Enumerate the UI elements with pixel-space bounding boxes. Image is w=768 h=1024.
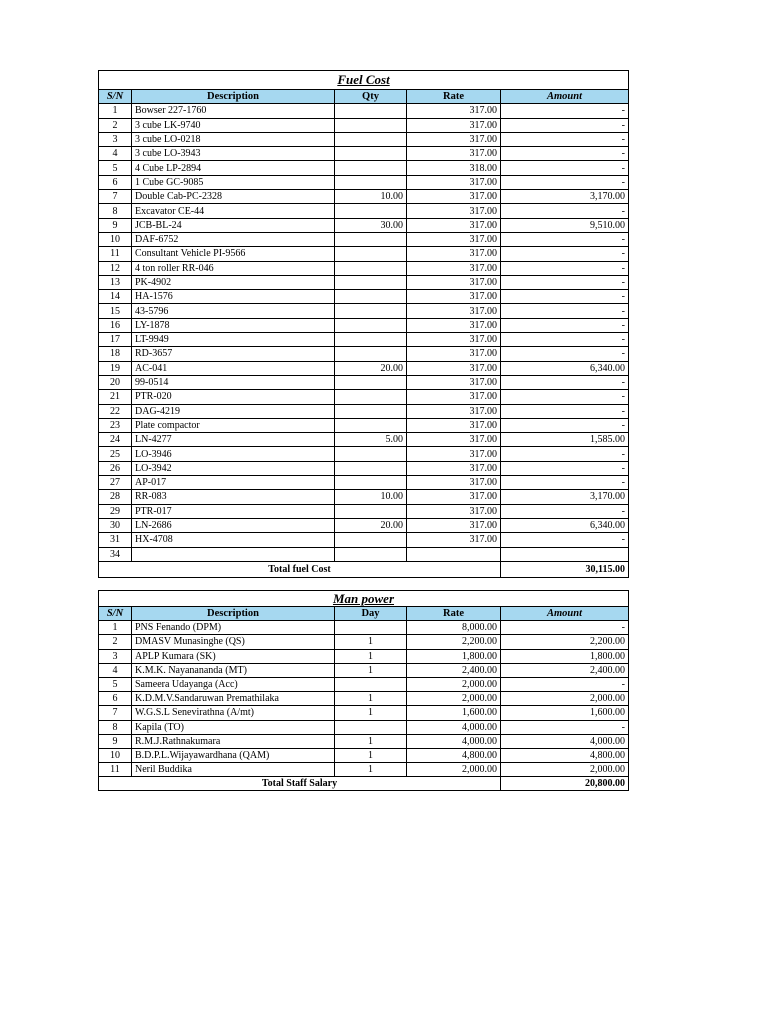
row-rate: 4,000.00: [407, 734, 501, 748]
row-sn: 21: [99, 390, 132, 404]
row-rate: 317.00: [407, 533, 501, 547]
row-amount: 1,600.00: [501, 706, 629, 720]
row-rate: 317.00: [407, 390, 501, 404]
row-day: 1: [335, 706, 407, 720]
header-sn: S/N: [99, 90, 132, 104]
row-amount: -: [501, 247, 629, 261]
row-description: Sameera Udayanga (Acc): [132, 677, 335, 691]
row-sn: 16: [99, 318, 132, 332]
table-row: [99, 333, 629, 347]
row-qty: 20.00: [335, 361, 407, 375]
row-description: [132, 547, 335, 561]
row-description: 3 cube LO-0218: [132, 132, 335, 146]
table-row: [99, 175, 629, 189]
table-row: [99, 504, 629, 518]
row-description: LN-4277: [132, 433, 335, 447]
row-description: B.D.P.L.Wijayawardhana (QAM): [132, 748, 335, 762]
row-rate: 317.00: [407, 275, 501, 289]
row-description: RR-083: [132, 490, 335, 504]
row-description: LO-3946: [132, 447, 335, 461]
table-row: [99, 621, 629, 635]
row-rate: 317.00: [407, 247, 501, 261]
row-sn: 6: [99, 692, 132, 706]
row-qty: [335, 418, 407, 432]
row-qty: [335, 404, 407, 418]
row-rate: 2,200.00: [407, 635, 501, 649]
row-sn: 8: [99, 720, 132, 734]
row-qty: [335, 147, 407, 161]
table-row: [99, 190, 629, 204]
row-qty: [335, 232, 407, 246]
row-description: PK-4902: [132, 275, 335, 289]
row-qty: 10.00: [335, 490, 407, 504]
row-sn: 28: [99, 490, 132, 504]
row-amount: 2,000.00: [501, 763, 629, 777]
row-sn: 22: [99, 404, 132, 418]
row-amount: -: [501, 347, 629, 361]
row-qty: [335, 161, 407, 175]
row-rate: 317.00: [407, 232, 501, 246]
table-row: [99, 433, 629, 447]
row-sn: 17: [99, 333, 132, 347]
row-rate: 1,600.00: [407, 706, 501, 720]
row-qty: 5.00: [335, 433, 407, 447]
man-power-title: Man power: [99, 591, 629, 607]
row-qty: [335, 390, 407, 404]
row-rate: 317.00: [407, 190, 501, 204]
row-sn: 11: [99, 247, 132, 261]
row-amount: -: [501, 318, 629, 332]
row-rate: [407, 547, 501, 561]
row-qty: [335, 261, 407, 275]
row-amount: -: [501, 720, 629, 734]
row-amount: 4,800.00: [501, 748, 629, 762]
table-row: [99, 663, 629, 677]
row-rate: 317.00: [407, 218, 501, 232]
row-description: Bowser 227-1760: [132, 104, 335, 118]
row-description: K.D.M.V.Sandaruwan Premathilaka: [132, 692, 335, 706]
row-sn: 3: [99, 649, 132, 663]
row-rate: 317.00: [407, 175, 501, 189]
row-rate: 317.00: [407, 147, 501, 161]
row-rate: 317.00: [407, 333, 501, 347]
row-qty: [335, 333, 407, 347]
row-sn: 6: [99, 175, 132, 189]
row-description: 3 cube LK-9740: [132, 118, 335, 132]
table-row: [99, 734, 629, 748]
row-qty: 10.00: [335, 190, 407, 204]
header-amount: Amount: [501, 90, 629, 104]
row-description: 4 Cube LP-2894: [132, 161, 335, 175]
row-day: 1: [335, 692, 407, 706]
row-description: DAG-4219: [132, 404, 335, 418]
row-sn: 20: [99, 375, 132, 389]
row-qty: [335, 461, 407, 475]
row-amount: 3,170.00: [501, 490, 629, 504]
row-description: RD-3657: [132, 347, 335, 361]
row-description: 43-5796: [132, 304, 335, 318]
row-sn: 18: [99, 347, 132, 361]
row-sn: 34: [99, 547, 132, 561]
row-amount: 6,340.00: [501, 361, 629, 375]
table-row: [99, 304, 629, 318]
row-amount: -: [501, 290, 629, 304]
row-sn: 15: [99, 304, 132, 318]
row-amount: 1,585.00: [501, 433, 629, 447]
row-sn: 9: [99, 218, 132, 232]
row-sn: 9: [99, 734, 132, 748]
row-description: Kapila (TO): [132, 720, 335, 734]
row-sn: 2: [99, 635, 132, 649]
total-value: 30,115.00: [501, 561, 629, 577]
row-rate: 317.00: [407, 104, 501, 118]
row-qty: [335, 375, 407, 389]
row-qty: [335, 504, 407, 518]
row-qty: [335, 275, 407, 289]
total-row: [99, 561, 629, 577]
row-description: HA-1576: [132, 290, 335, 304]
row-day: [335, 677, 407, 691]
row-sn: 11: [99, 763, 132, 777]
row-description: 99-0514: [132, 375, 335, 389]
table-row: [99, 635, 629, 649]
row-sn: 5: [99, 677, 132, 691]
row-qty: [335, 204, 407, 218]
row-qty: [335, 318, 407, 332]
header-qty: Qty: [335, 90, 407, 104]
row-sn: 4: [99, 147, 132, 161]
row-day: 1: [335, 748, 407, 762]
row-description: 3 cube LO-3943: [132, 147, 335, 161]
row-description: PNS Fenando (DPM): [132, 621, 335, 635]
row-rate: 317.00: [407, 118, 501, 132]
row-rate: 317.00: [407, 261, 501, 275]
table-row: [99, 649, 629, 663]
row-sn: 12: [99, 261, 132, 275]
row-rate: 317.00: [407, 504, 501, 518]
table-row: [99, 677, 629, 691]
row-amount: -: [501, 304, 629, 318]
row-rate: 8,000.00: [407, 621, 501, 635]
fuel-header-row: [99, 90, 629, 104]
row-description: DAF-6752: [132, 232, 335, 246]
row-qty: [335, 347, 407, 361]
row-qty: [335, 447, 407, 461]
header-amount: Amount: [501, 607, 629, 621]
table-row: [99, 347, 629, 361]
row-amount: -: [501, 275, 629, 289]
header-description: Description: [132, 90, 335, 104]
table-row: [99, 518, 629, 532]
row-description: AP-017: [132, 476, 335, 490]
table-row: [99, 232, 629, 246]
table-row: [99, 361, 629, 375]
row-rate: 317.00: [407, 476, 501, 490]
table-row: [99, 748, 629, 762]
row-rate: 317.00: [407, 361, 501, 375]
man-power-table: [98, 590, 629, 791]
row-qty: [335, 476, 407, 490]
table-row: [99, 404, 629, 418]
table-row: [99, 118, 629, 132]
row-sn: 27: [99, 476, 132, 490]
table-row: [99, 261, 629, 275]
row-sn: 19: [99, 361, 132, 375]
row-amount: -: [501, 476, 629, 490]
table-row: [99, 533, 629, 547]
row-sn: 2: [99, 118, 132, 132]
row-qty: [335, 175, 407, 189]
row-rate: 317.00: [407, 418, 501, 432]
row-day: 1: [335, 763, 407, 777]
row-rate: 317.00: [407, 132, 501, 146]
row-description: K.M.K. Nayanananda (MT): [132, 663, 335, 677]
row-description: Consultant Vehicle PI-9566: [132, 247, 335, 261]
row-day: [335, 621, 407, 635]
row-sn: 23: [99, 418, 132, 432]
row-rate: 317.00: [407, 518, 501, 532]
row-amount: 4,000.00: [501, 734, 629, 748]
row-sn: 30: [99, 518, 132, 532]
total-value: 20,800.00: [501, 777, 629, 791]
row-description: DMASV Munasinghe (QS): [132, 635, 335, 649]
table-row: [99, 204, 629, 218]
table-row: [99, 461, 629, 475]
row-sn: 8: [99, 204, 132, 218]
row-amount: -: [501, 447, 629, 461]
total-label: Total fuel Cost: [99, 561, 501, 577]
row-description: APLP Kumara (SK): [132, 649, 335, 663]
row-description: PTR-020: [132, 390, 335, 404]
row-day: 1: [335, 663, 407, 677]
table-row: [99, 104, 629, 118]
row-description: Double Cab-PC-2328: [132, 190, 335, 204]
row-day: [335, 720, 407, 734]
row-sn: 24: [99, 433, 132, 447]
row-amount: -: [501, 161, 629, 175]
row-day: 1: [335, 649, 407, 663]
row-amount: -: [501, 404, 629, 418]
row-sn: 1: [99, 104, 132, 118]
row-sn: 5: [99, 161, 132, 175]
row-qty: 30.00: [335, 218, 407, 232]
row-rate: 318.00: [407, 161, 501, 175]
row-amount: -: [501, 104, 629, 118]
row-amount: -: [501, 204, 629, 218]
row-amount: -: [501, 461, 629, 475]
row-day: 1: [335, 635, 407, 649]
row-description: LN-2686: [132, 518, 335, 532]
table-row: [99, 706, 629, 720]
table-row: [99, 290, 629, 304]
row-description: PTR-017: [132, 504, 335, 518]
row-amount: -: [501, 147, 629, 161]
row-sn: 4: [99, 663, 132, 677]
row-qty: [335, 247, 407, 261]
row-amount: -: [501, 232, 629, 246]
table-row: [99, 390, 629, 404]
row-description: 4 ton roller RR-046: [132, 261, 335, 275]
row-amount: -: [501, 533, 629, 547]
table-row: [99, 447, 629, 461]
row-amount: 3,170.00: [501, 190, 629, 204]
row-amount: [501, 547, 629, 561]
total-row: [99, 777, 629, 791]
fuel-cost-table: [98, 70, 629, 578]
row-rate: 317.00: [407, 204, 501, 218]
row-description: HX-4708: [132, 533, 335, 547]
row-sn: 1: [99, 621, 132, 635]
row-sn: 7: [99, 706, 132, 720]
row-description: 1 Cube GC-9085: [132, 175, 335, 189]
table-row: [99, 418, 629, 432]
row-sn: 13: [99, 275, 132, 289]
total-label: Total Staff Salary: [99, 777, 501, 791]
row-rate: 4,000.00: [407, 720, 501, 734]
row-amount: 1,800.00: [501, 649, 629, 663]
table-row: [99, 375, 629, 389]
row-description: R.M.J.Rathnakumara: [132, 734, 335, 748]
row-description: LT-9949: [132, 333, 335, 347]
row-amount: -: [501, 261, 629, 275]
man-header-row: [99, 607, 629, 621]
row-qty: [335, 547, 407, 561]
table-row: [99, 275, 629, 289]
header-rate: Rate: [407, 90, 501, 104]
table-row: [99, 476, 629, 490]
row-rate: 317.00: [407, 347, 501, 361]
row-sn: 14: [99, 290, 132, 304]
row-description: LO-3942: [132, 461, 335, 475]
row-amount: -: [501, 390, 629, 404]
row-rate: 317.00: [407, 433, 501, 447]
row-qty: [335, 290, 407, 304]
row-rate: 2,000.00: [407, 677, 501, 691]
table-row: [99, 720, 629, 734]
row-rate: 2,400.00: [407, 663, 501, 677]
row-rate: 317.00: [407, 490, 501, 504]
row-amount: -: [501, 677, 629, 691]
row-amount: -: [501, 175, 629, 189]
row-amount: 2,200.00: [501, 635, 629, 649]
row-rate: 317.00: [407, 461, 501, 475]
row-amount: -: [501, 621, 629, 635]
table-row: [99, 161, 629, 175]
row-description: AC-041: [132, 361, 335, 375]
row-rate: 317.00: [407, 404, 501, 418]
row-rate: 2,000.00: [407, 763, 501, 777]
header-sn: S/N: [99, 607, 132, 621]
fuel-cost-title: Fuel Cost: [99, 71, 629, 90]
row-amount: -: [501, 118, 629, 132]
header-rate: Rate: [407, 607, 501, 621]
row-amount: -: [501, 504, 629, 518]
header-day: Day: [335, 607, 407, 621]
row-qty: [335, 104, 407, 118]
header-description: Description: [132, 607, 335, 621]
table-row: [99, 218, 629, 232]
row-rate: 1,800.00: [407, 649, 501, 663]
row-rate: 317.00: [407, 318, 501, 332]
row-rate: 2,000.00: [407, 692, 501, 706]
row-day: 1: [335, 734, 407, 748]
row-description: JCB-BL-24: [132, 218, 335, 232]
row-description: Neril Buddika: [132, 763, 335, 777]
row-amount: -: [501, 132, 629, 146]
row-qty: [335, 533, 407, 547]
row-rate: 317.00: [407, 375, 501, 389]
row-qty: [335, 132, 407, 146]
table-row: [99, 692, 629, 706]
table-row: [99, 763, 629, 777]
row-rate: 317.00: [407, 304, 501, 318]
row-sn: 26: [99, 461, 132, 475]
row-amount: -: [501, 418, 629, 432]
row-rate: 317.00: [407, 290, 501, 304]
row-qty: [335, 304, 407, 318]
table-row: [99, 132, 629, 146]
row-description: LY-1878: [132, 318, 335, 332]
table-row: [99, 318, 629, 332]
row-sn: 31: [99, 533, 132, 547]
row-description: Excavator CE-44: [132, 204, 335, 218]
table-row: [99, 547, 629, 561]
row-sn: 29: [99, 504, 132, 518]
row-sn: 10: [99, 748, 132, 762]
table-row: [99, 147, 629, 161]
row-amount: 9,510.00: [501, 218, 629, 232]
row-amount: 6,340.00: [501, 518, 629, 532]
row-sn: 10: [99, 232, 132, 246]
row-amount: 2,000.00: [501, 692, 629, 706]
row-sn: 3: [99, 132, 132, 146]
table-row: [99, 247, 629, 261]
row-amount: -: [501, 375, 629, 389]
row-rate: 4,800.00: [407, 748, 501, 762]
row-qty: [335, 118, 407, 132]
row-amount: -: [501, 333, 629, 347]
row-qty: 20.00: [335, 518, 407, 532]
row-sn: 7: [99, 190, 132, 204]
row-amount: 2,400.00: [501, 663, 629, 677]
row-description: Plate compactor: [132, 418, 335, 432]
table-row: [99, 490, 629, 504]
row-sn: 25: [99, 447, 132, 461]
row-rate: 317.00: [407, 447, 501, 461]
row-description: W.G.S.L Senevirathna (A/mt): [132, 706, 335, 720]
